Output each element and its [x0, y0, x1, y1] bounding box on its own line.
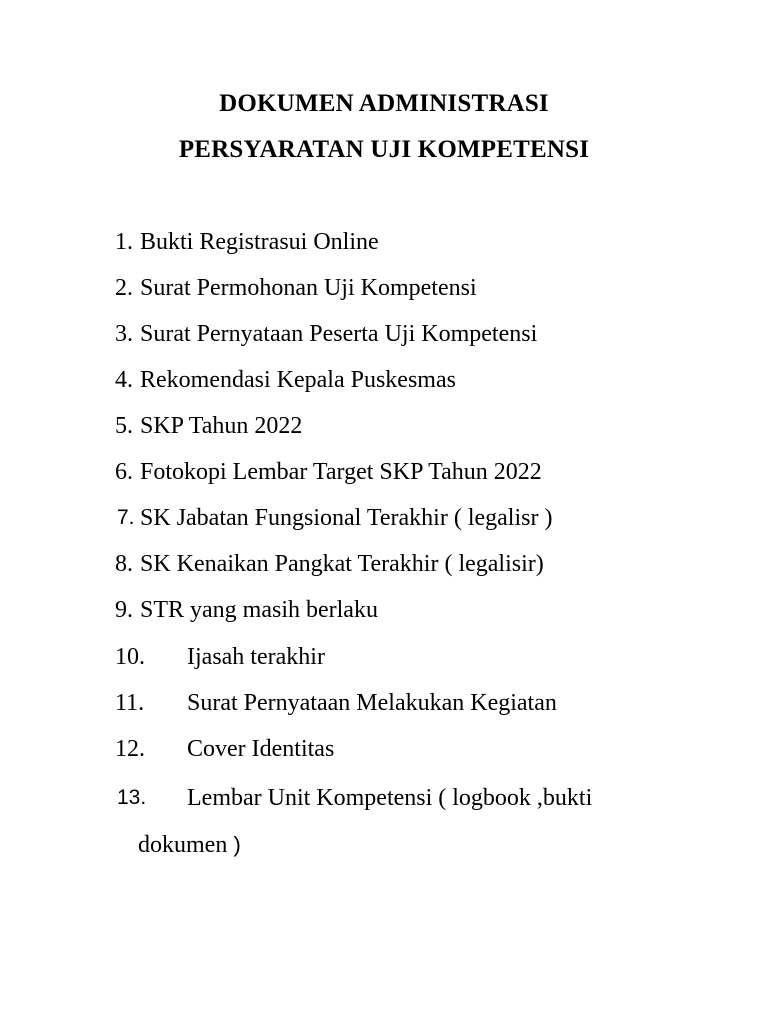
list-item-text: Ijasah terakhir	[187, 644, 325, 670]
list-item	[0, 273, 768, 303]
document-title-line-2: PERSYARATAN UJI KOMPETENSI	[178, 136, 590, 163]
list-item-number: 5.	[115, 413, 133, 439]
list-item-text: Surat Pernyataan Peserta Uji Kompetensi	[140, 321, 538, 347]
list-item	[0, 227, 768, 257]
list-item-number: 6.	[115, 459, 133, 485]
list-item	[0, 319, 768, 349]
list-item-text: SK Kenaikan Pangkat Terakhir ( legalisir)	[140, 551, 544, 577]
list-item	[0, 734, 768, 764]
list-item-text: STR yang masih berlaku	[140, 597, 378, 623]
list-item	[0, 457, 768, 487]
list-item-number: 12.	[115, 736, 145, 762]
list-item	[0, 688, 768, 718]
list-item-text: Surat Permohonan Uji Kompetensi	[140, 275, 477, 301]
list-item	[0, 595, 768, 625]
list-item-number: 10.	[115, 644, 145, 670]
list-item-text: Bukti Registrasui Online	[140, 229, 379, 255]
list-item	[0, 503, 768, 533]
list-item-number: 1.	[115, 229, 133, 255]
list-item-text: Surat Pernyataan Melakukan Kegiatan	[187, 690, 557, 716]
list-item-number: 3.	[115, 321, 133, 347]
list-item-continuation	[138, 830, 241, 860]
list-item-text: Rekomendasi Kepala Puskesmas	[140, 367, 456, 393]
list-item	[0, 549, 768, 579]
list-item-number: 9.	[115, 597, 133, 623]
list-item-text: Fotokopi Lembar Target SKP Tahun 2022	[140, 459, 542, 485]
list-item-number: 4.	[115, 367, 133, 393]
list-item-text: SK Jabatan Fungsional Terakhir ( legalisr )	[140, 505, 553, 531]
list-item	[0, 642, 768, 672]
list-item	[0, 411, 768, 441]
list-item	[0, 783, 768, 813]
list-item-text: SKP Tahun 2022	[140, 413, 303, 439]
list-item-number: 11.	[115, 690, 145, 716]
list-item-continuation-close: )	[227, 832, 241, 857]
list-item-number: 2.	[115, 275, 133, 301]
list-item-text: Cover Identitas	[187, 736, 335, 762]
list-item-number: 7.	[117, 506, 135, 529]
list-item-number: 8.	[115, 551, 133, 577]
list-item-number: 13.	[117, 786, 147, 809]
document-title-line-1: DOKUMEN ADMINISTRASI	[219, 90, 549, 117]
list-item-text: Lembar Unit Kompetensi ( logbook ,bukti	[187, 785, 593, 811]
list-item-continuation-text: dokumen	[138, 832, 228, 858]
list-item	[0, 365, 768, 395]
